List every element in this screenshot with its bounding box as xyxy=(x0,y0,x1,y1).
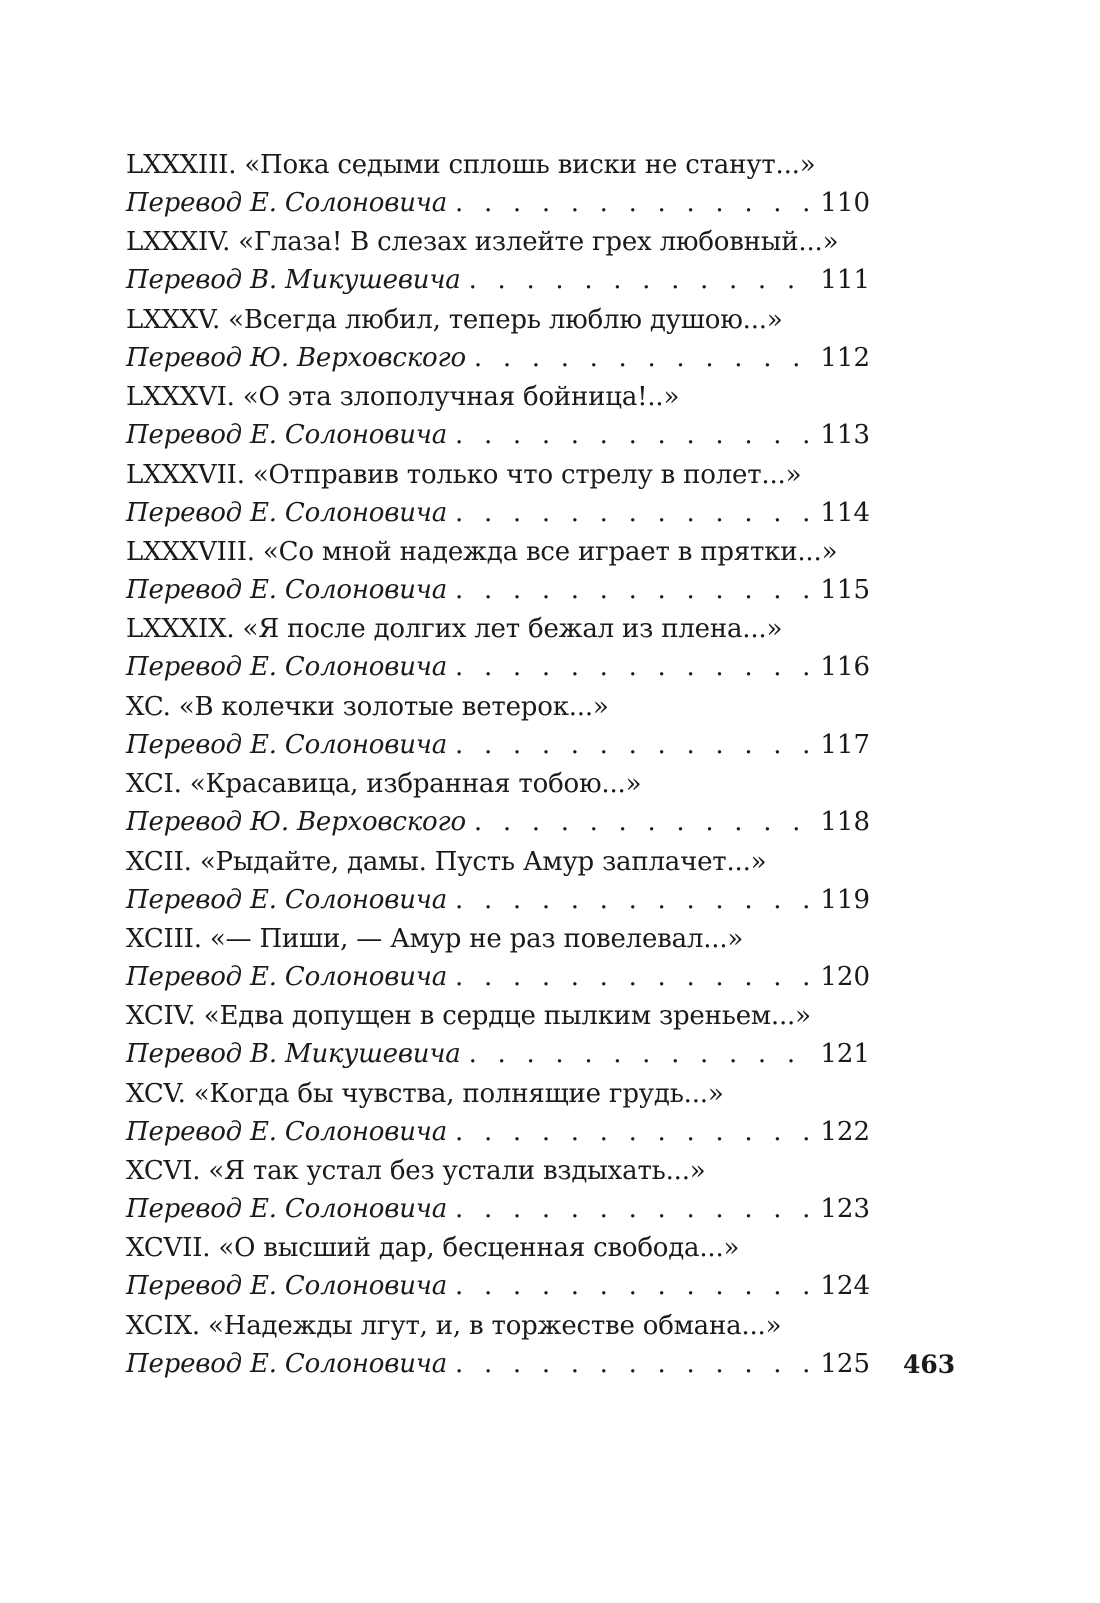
dot-leader xyxy=(455,1267,810,1306)
toc-entry-translator-line xyxy=(126,803,870,842)
toc-entry-translator: Перевод Е. Солоновича xyxy=(126,420,448,451)
toc-entry-translator: Перевод Е. Солоновича xyxy=(126,884,448,915)
toc-entry-page-number: 120 xyxy=(820,961,870,992)
toc-entry-translator: Перевод Е. Солоновича xyxy=(126,1194,448,1225)
toc-entry-page-number: 111 xyxy=(820,265,870,296)
toc-entry-page-number: 123 xyxy=(820,1194,870,1225)
toc-entry-page-number: 125 xyxy=(820,1348,870,1379)
toc-entry-title: XC. «В колечки золотые ветерок...» xyxy=(126,691,609,722)
toc-entry-title: LXXXIV. «Глаза! В слезах излейте грех любовный...» xyxy=(126,227,839,258)
toc-entry-page-number: 115 xyxy=(820,574,870,605)
toc-entry-title: XCV. «Когда бы чувства, полнящие грудь...» xyxy=(126,1078,724,1109)
toc-entry-title: XCI. «Красавица, избранная тобою...» xyxy=(126,769,642,800)
toc-entry-translator-line xyxy=(126,1190,870,1229)
toc-entry-title: XCVII. «О высший дар, бесценная свобода...» xyxy=(126,1233,740,1264)
toc-entry-title: LXXXIX. «Я после долгих лет бежал из плена...» xyxy=(126,614,783,645)
dot-leader xyxy=(455,1345,810,1384)
toc-entry-translator: Перевод Ю. Верховского xyxy=(126,342,466,373)
toc-entry-page-number: 122 xyxy=(820,1116,870,1147)
toc-entry[interactable] xyxy=(126,223,870,300)
toc-entry-translator-line xyxy=(126,1113,870,1152)
toc-entry-title: LXXXV. «Всегда любил, теперь люблю душою...» xyxy=(126,304,783,335)
dot-leader xyxy=(474,339,810,378)
dot-leader xyxy=(474,803,810,842)
toc-entry-page-number: 118 xyxy=(820,807,870,838)
toc-entry-translator: Перевод Е. Солоновича xyxy=(126,1271,448,1302)
toc-entry-translator-line xyxy=(126,648,870,687)
toc-entry-page-number: 121 xyxy=(820,1039,870,1070)
toc-entry-translator-line xyxy=(126,1345,870,1384)
dot-leader xyxy=(455,494,810,533)
toc-entry-translator-line xyxy=(126,726,870,765)
toc-entry-title: XCII. «Рыдайте, дамы. Пусть Амур заплачет...» xyxy=(126,846,767,877)
toc-entry-title: XCIX. «Надежды лгут, и, в торжестве обмана...» xyxy=(126,1310,782,1341)
toc-entry-title: LXXXVII. «Отправив только что стрелу в полет...» xyxy=(126,459,802,490)
toc-entry-translator-line xyxy=(126,184,870,223)
dot-leader xyxy=(455,184,810,223)
toc-entry-translator: Перевод Е. Солоновича xyxy=(126,188,448,218)
toc-entry[interactable] xyxy=(126,1075,870,1152)
toc-entry[interactable] xyxy=(126,378,870,455)
toc-entry-translator-line xyxy=(126,494,870,533)
dot-leader xyxy=(455,726,810,765)
toc-entry-translator: Перевод В. Микушевича xyxy=(126,1039,461,1070)
toc-entry-page-number: 113 xyxy=(820,420,870,451)
dot-leader xyxy=(469,261,811,300)
toc-entry[interactable] xyxy=(126,997,870,1074)
toc-entry-page-number: 119 xyxy=(820,884,870,915)
toc-entry-title: LXXXVI. «О эта злополучная бойница!..» xyxy=(126,382,680,413)
toc-entry[interactable] xyxy=(126,146,870,223)
toc-entry-title: LXXXIII. «Пока седыми сплошь виски не станут...» xyxy=(126,150,816,180)
toc-entry[interactable] xyxy=(126,610,870,687)
dot-leader xyxy=(455,648,810,687)
page-folio-number: 463 xyxy=(903,1350,956,1379)
toc-entry-translator: Перевод Е. Солоновича xyxy=(126,574,448,605)
toc-entry-translator: Перевод Е. Солоновича xyxy=(126,1348,448,1379)
toc-entry-page-number: 110 xyxy=(820,188,870,218)
toc-entry-page-number: 112 xyxy=(820,342,870,373)
toc-entry-page-number: 116 xyxy=(820,652,870,683)
toc-entry-translator-line xyxy=(126,881,870,920)
toc-entry-translator: Перевод Е. Солоновича xyxy=(126,652,448,683)
toc-entry-translator-line xyxy=(126,1035,870,1074)
dot-leader xyxy=(455,571,810,610)
dot-leader xyxy=(455,416,810,455)
toc-entry[interactable] xyxy=(126,688,870,765)
toc-entry-translator-line xyxy=(126,571,870,610)
toc-entry-translator: Перевод В. Микушевича xyxy=(126,265,461,296)
toc-entry[interactable] xyxy=(126,843,870,920)
toc-entry[interactable] xyxy=(126,1307,870,1384)
toc-entry-title: XCVI. «Я так устал без устали вздыхать...» xyxy=(126,1156,706,1187)
toc-entry-translator-line xyxy=(126,416,870,455)
toc-entry-translator-line xyxy=(126,1267,870,1306)
table-of-contents xyxy=(126,146,870,1384)
toc-entry-translator-line xyxy=(126,261,870,300)
toc-entry-title: XCIV. «Едва допущен в сердце пылким зреньем...» xyxy=(126,1001,811,1032)
dot-leader xyxy=(455,958,810,997)
toc-entry-translator: Перевод Е. Солоновича xyxy=(126,1116,448,1147)
toc-entry-translator: Перевод Ю. Верховского xyxy=(126,807,466,838)
toc-entry-title: XCIII. «— Пиши, — Амур не раз повелевал...» xyxy=(126,923,744,954)
toc-entry-page-number: 117 xyxy=(820,729,870,760)
toc-entry-translator-line xyxy=(126,339,870,378)
toc-entry[interactable] xyxy=(126,456,870,533)
toc-entry-title: LXXXVIII. «Со мной надежда все играет в прятки...» xyxy=(126,536,838,567)
dot-leader xyxy=(455,1113,810,1152)
toc-entry[interactable] xyxy=(126,765,870,842)
toc-entry-translator: Перевод Е. Солоновича xyxy=(126,497,448,528)
toc-entry-page-number: 124 xyxy=(820,1271,870,1302)
dot-leader xyxy=(455,881,810,920)
dot-leader xyxy=(455,1190,810,1229)
toc-entry-page-number: 114 xyxy=(820,497,870,528)
toc-entry-translator-line xyxy=(126,958,870,997)
toc-entry[interactable] xyxy=(126,1229,870,1306)
toc-entry[interactable] xyxy=(126,1152,870,1229)
toc-entry[interactable] xyxy=(126,301,870,378)
toc-entry[interactable] xyxy=(126,533,870,610)
toc-entry[interactable] xyxy=(126,920,870,997)
toc-entry-translator: Перевод Е. Солоновича xyxy=(126,961,448,992)
toc-entry-translator: Перевод Е. Солоновича xyxy=(126,729,448,760)
dot-leader xyxy=(469,1035,811,1074)
